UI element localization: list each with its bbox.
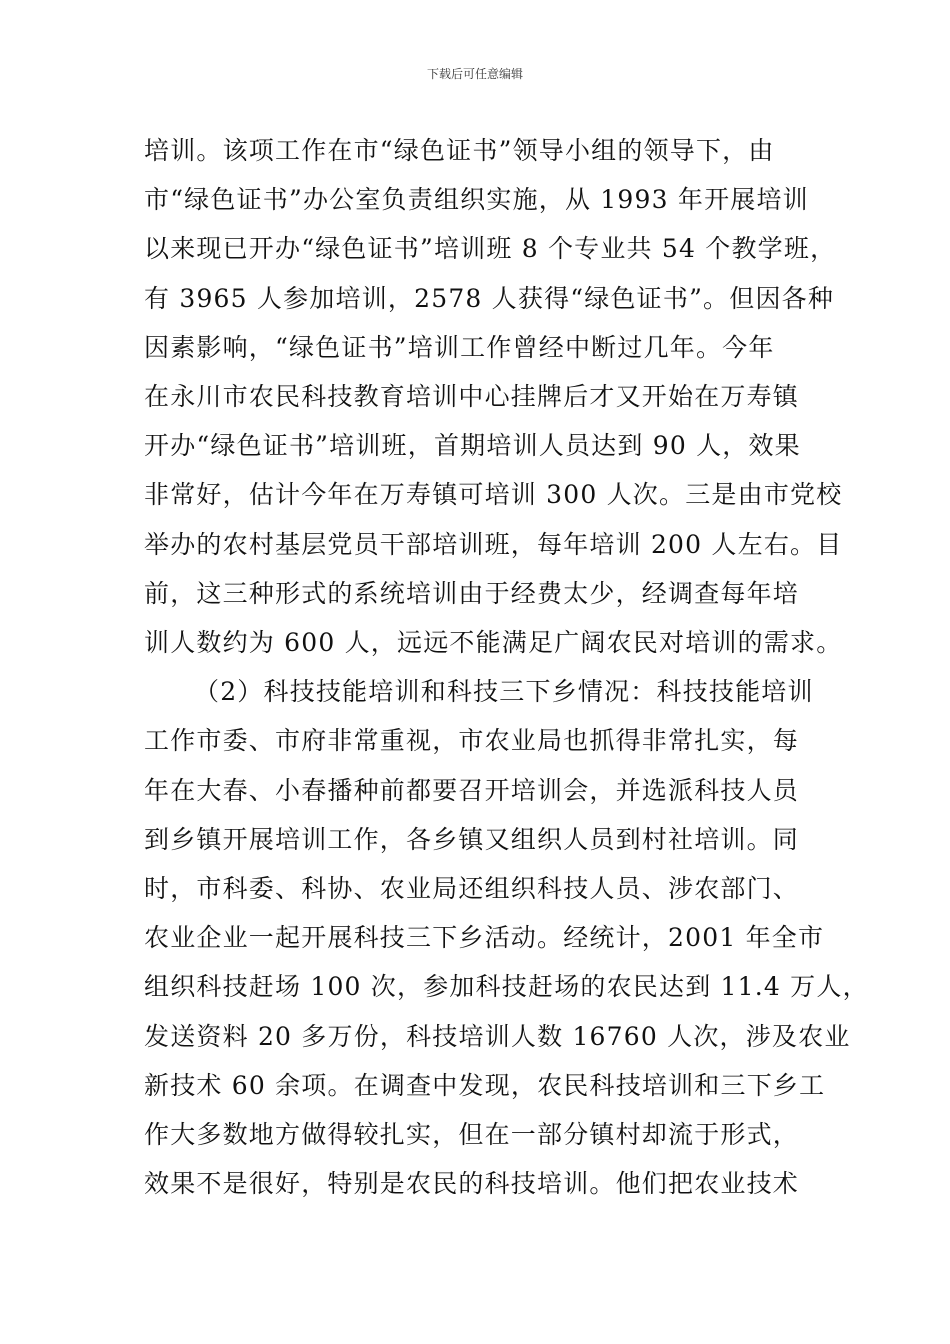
text-line-10: 前，这三种形式的系统培训由于经费太少，经调查每年培 — [144, 578, 800, 608]
text-line-14: 年在大春、小春播种前都要召开培训会，并选派科技人员 — [144, 775, 800, 805]
text-line-1: 培训。该项工作在市“绿色证书”领导小组的领导下，由 — [144, 136, 775, 165]
text-line-21: 作大多数地方做得较扎实，但在一部分镇村却流于形式， — [144, 1120, 800, 1149]
text-line-16: 时，市科委、科协、农业局还组织科技人员、涉农部门、 — [144, 874, 800, 903]
text-line-22: 效果不是很好，特别是农民的科技培训。他们把农业技术 — [144, 1169, 800, 1199]
text-line-3: 以来现已开办“绿色证书”培训班 8 个专业共 54 个教学班， — [144, 234, 837, 264]
page-header: 下载后可任意编辑 — [426, 67, 523, 81]
paragraph-start-line: （2）科技技能培训和科技三下乡情况：科技技能培训 — [194, 677, 814, 707]
text-line-9: 举办的农村基层党员干部培训班，每年培训 200 人左右。目 — [144, 529, 843, 559]
text-line-5: 因素影响，“绿色证书”培训工作曾经中断过几年。今年 — [144, 332, 775, 362]
text-line-17: 农业企业一起开展科技三下乡活动。经统计，2001 年全市 — [144, 923, 825, 953]
text-line-7: 开办“绿色证书”培训班，首期培训人员达到 90 人，效果 — [144, 431, 801, 461]
text-line-18: 组织科技赶场 100 次，参加科技赶场的农民达到 11.4 万人， — [144, 972, 869, 1002]
text-line-8: 非常好，估计今年在万寿镇可培训 300 人次。三是由市党校 — [144, 480, 843, 510]
text-line-20: 新技术 60 余项。在调查中发现，农民科技培训和三下乡工 — [144, 1070, 826, 1100]
text-line-19: 发送资料 20 多万份，科技培训人数 16760 人次，涉及农业 — [144, 1021, 851, 1051]
text-line-13: 工作市委、市府非常重视，市农业局也抓得非常扎实，每 — [144, 726, 800, 756]
text-line-2: 市“绿色证书”办公室负责组织实施，从 1993 年开展培训 — [144, 185, 809, 215]
text-line-4: 有 3965 人参加培训，2578 人获得“绿色证书”。但因各种 — [144, 283, 835, 313]
text-line-11: 训人数约为 600 人，远远不能满足广阔农民对培训的需求。 — [144, 628, 843, 657]
text-line-6: 在永川市农民科技教育培训中心挂牌后才又开始在万寿镇 — [144, 382, 800, 411]
text-line-15: 到乡镇开展培训工作，各乡镇又组织人员到村社培训。同 — [144, 824, 800, 854]
